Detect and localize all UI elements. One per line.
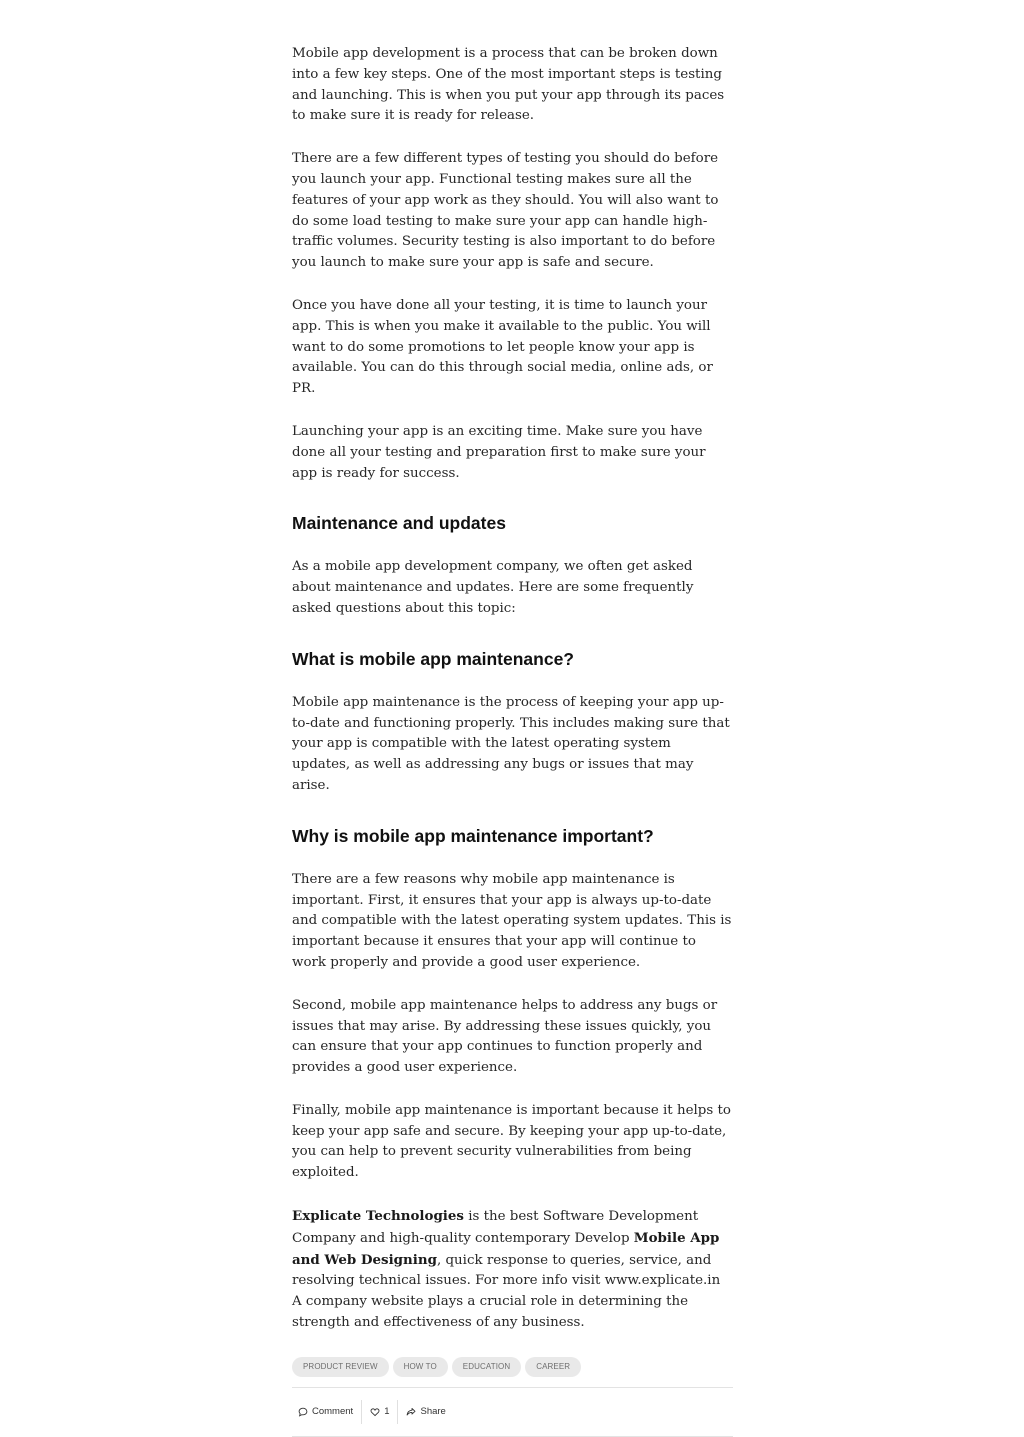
heading-maintenance: Maintenance and updates [292, 513, 506, 534]
like-count: 1 [384, 1406, 390, 1418]
share-icon [406, 1407, 416, 1417]
tag-career[interactable]: CAREER [525, 1357, 581, 1377]
comment-button[interactable] [292, 1400, 361, 1424]
article-body [292, 44, 733, 1437]
company-name: Explicate Technologies [292, 1208, 464, 1225]
like-button[interactable] [362, 1400, 397, 1424]
service-name: Mobile App and Web Designing [292, 1229, 720, 1268]
why-paragraph-1: There are a few reasons why mobile app maintenance is important. First, it ensures that your app is always up-to-date and compatible with the latest operating system updates. This is important because it ensures that your app will continue to work properly and provide a good user experience. [292, 871, 732, 970]
heart-icon [370, 1407, 380, 1417]
tag-product-review[interactable]: PRODUCT REVIEW [292, 1357, 389, 1377]
share-label: Share [420, 1406, 446, 1418]
comment-label: Comment [312, 1406, 354, 1418]
post-actions-bar [292, 1387, 733, 1437]
comment-icon [298, 1407, 308, 1417]
intro-paragraph-4: Launching your app is an exciting time. Make sure you have done all your testing and preparation first to make sure your app is ready for success. [292, 423, 706, 481]
intro-paragraph-2: There are a few different types of testing you should do before you launch your app. Functional testing makes sure all the features of your app work as they should. You will also want to do some load testing to make sure your app can handle high-traffic volumes. Security testing is also important to do before you launch to make sure your app is safe and secure. [292, 151, 719, 271]
share-button[interactable] [398, 1400, 453, 1424]
heading-what: What is mobile app maintenance? [292, 648, 574, 669]
tag-how-to[interactable]: HOW TO [393, 1357, 448, 1377]
closing-text-1: is the best Software Development Company and high-quality contemporary Develop [292, 1209, 699, 1246]
closing-paragraph [292, 1206, 733, 1334]
why-paragraph-2: Second, mobile app maintenance helps to address any bugs or issues that may arise. By addressing these issues quickly, you can ensure that your app continues to function properly and provides a good user experience. [292, 997, 718, 1076]
closing-text-2: , quick response to queries, service, and resolving technical issues. For more info visit www.explicate.in A company website plays a crucial role in determining the strength and effectiveness of any business. [292, 1252, 721, 1331]
what-paragraph: Mobile app maintenance is the process of keeping your app up-to-date and functioning properly. This includes making sure that your app is compatible with the latest operating system updates, as well as addressing any bugs or issues that may arise. [292, 694, 730, 793]
intro-paragraph-1: Mobile app development is a process that can be broken down into a few key steps. One of the most important steps is testing and launching. This is when you put your app through its paces to make sure it is ready for release. [292, 46, 725, 124]
heading-why: Why is mobile app maintenance important? [292, 825, 654, 846]
tag-education[interactable]: EDUCATION [452, 1357, 521, 1377]
intro-paragraph-3: Once you have done all your testing, it is time to launch your app. This is when you make it available to the public. You will want to do some promotions to let people know your app is available. You can do this through social media, online ads, or PR. [292, 297, 713, 397]
why-paragraph-3: Finally, mobile app maintenance is important because it helps to keep your app safe and secure. By keeping your app up-to-date, you can help to prevent security vulnerabilities from being exploited. [292, 1102, 731, 1181]
tag-list [292, 1357, 733, 1377]
maintenance-paragraph: As a mobile app development company, we often get asked about maintenance and updates. Here are some frequently asked questions about this topic: [292, 559, 694, 616]
